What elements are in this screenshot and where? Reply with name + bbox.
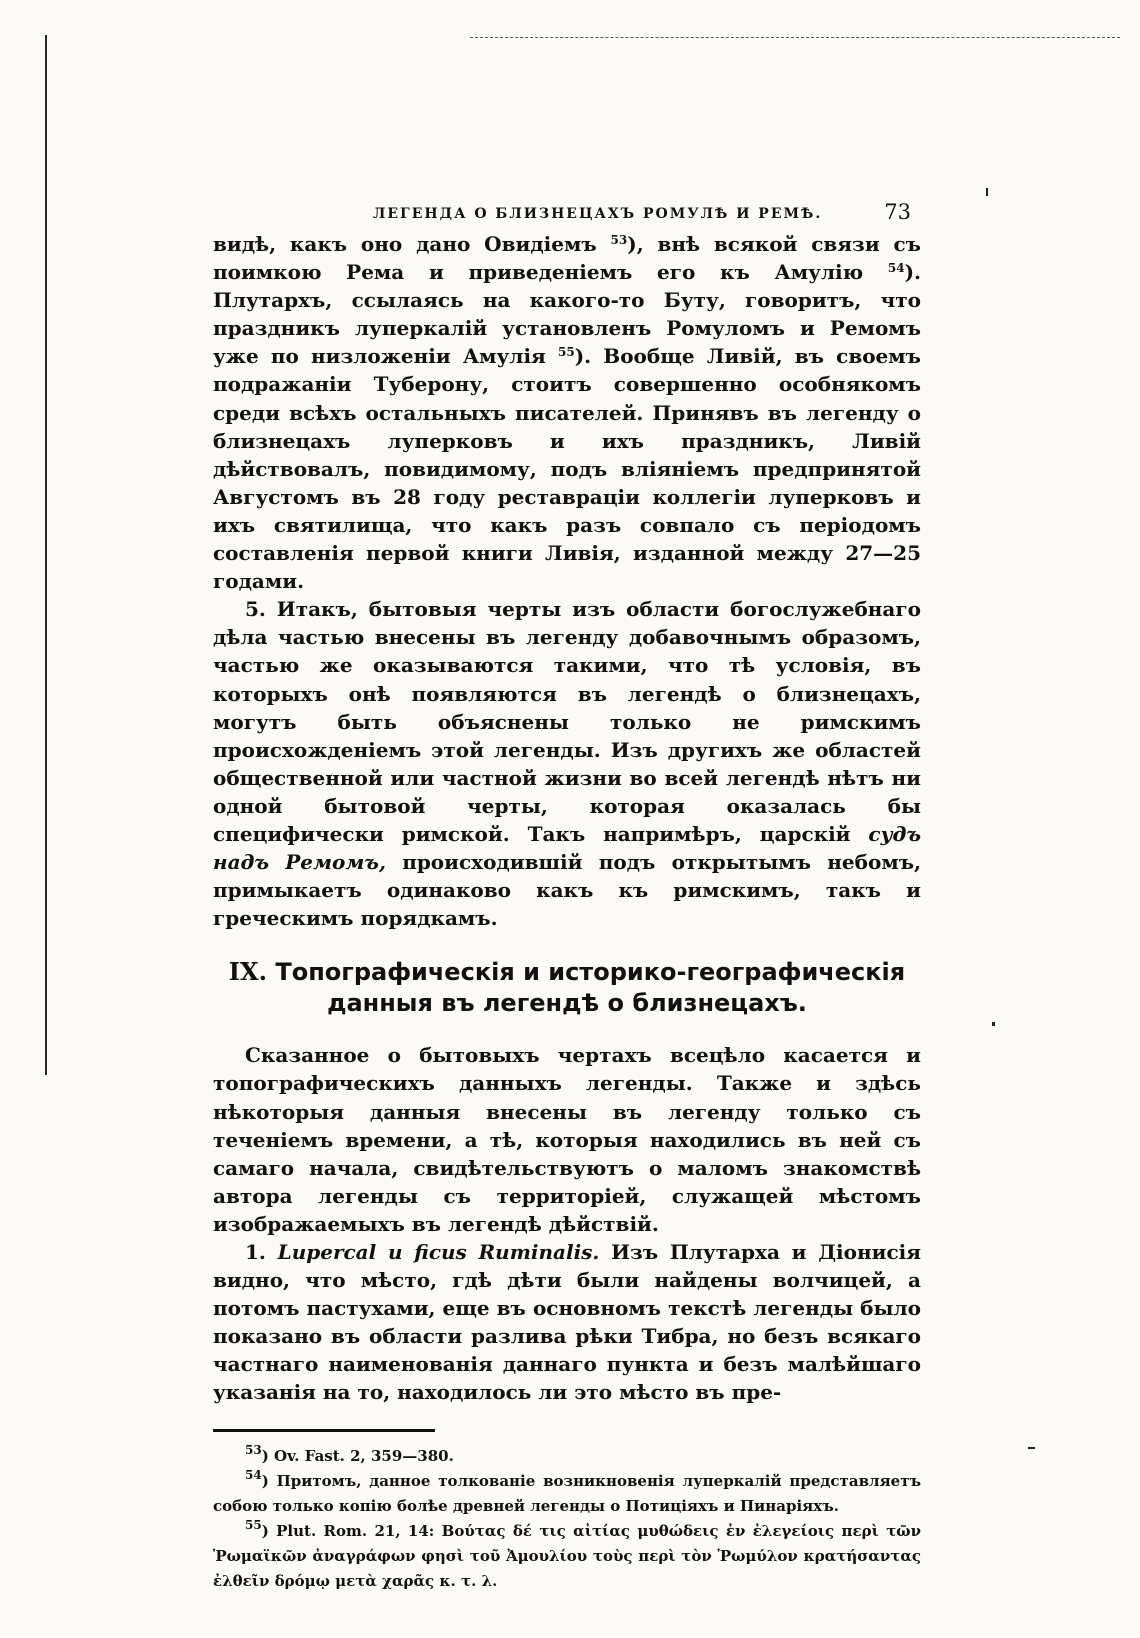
italic-text: судъ надъ Ремомъ, [213,821,921,875]
footnote-text: ) Притомъ, данное толкованіе возникновенія луперкалій представляетъ собою только копію болѣе древней легенды о Потиціяхъ и Пинаріяхъ. [213,1471,921,1515]
scan-edge-left [45,35,47,1075]
section-heading [213,956,921,1019]
footnote-number: 53 [245,1442,262,1457]
text-run: ). Плутархъ, ссылаясь на какого-то Буту, говоритъ, что праздникъ луперкалій установленъ Ромуломъ и Ремомъ уже по низложеніи Амулія [213,260,921,369]
scan-mark [1028,1447,1035,1449]
footnote-text: ) Ov. Fast. 2, 359—380. [261,1446,454,1465]
text-run: Сказанное о бытовыхъ чертахъ всецѣло касается и топографическихъ данныхъ легенды. Также и здѣсь нѣкоторыя данныя внесены въ легенду только съ теченіемъ времени, а тѣ, которыя находились въ ней съ самаго начала, свидѣтельствуютъ о маломъ знакомствѣ автора легенды съ территоріей, служащей мѣстомъ изображаемыхъ въ легендѣ дѣйствій. [213,1043,921,1236]
running-head [213,198,921,230]
footnote [213,1469,921,1519]
scan-mark [986,188,988,196]
footnote-number: 55 [245,1517,262,1532]
paragraph [213,230,921,595]
text-run: 5. Итакъ, бытовыя черты изъ области богослужебнаго дѣла частью внесены въ легенду добавочнымъ образомъ, частью же оказываются такими, что тѣ условія, въ которыхъ онѣ появляются въ легендѣ о близнецахъ, могутъ быть объяснены только не римскимъ происхожденіемъ этой легенды. Изъ другихъ же областей общественной или частной жизни во всей легендѣ нѣтъ ни одной бытовой черты, которая оказалась бы специфически римской. Такъ напримѣръ, царскій [213,597,921,846]
footnote-ref: 53 [610,233,628,247]
text-run: Изъ Плутарха и Діонисія видно, что мѣсто, гдѣ дѣти были найдены волчицей, а потомъ пастухами, еще въ основномъ текстѣ легенды было показано въ области разлива рѣки Тибра, но безъ всякаго частнаго наименованія даннаго пункта и безъ малѣйшаго указанія на то, находилось ли это мѣсто въ пре- [213,1240,921,1405]
footnote-text: ) Plut. Rom. 21, 14: Βούτας δέ τις αἰτίας μυθώδεις ἐν ἐλεγείοις περὶ τῶν Ῥωμαϊκῶν ἀναγράφων φησὶ τοῦ Ἀμουλίου τοὺς περὶ τὸν Ῥωμύλον κρατήσαντας ἐλθεῖν δρόμῳ μετὰ χαρᾶς κ. τ. λ. [213,1521,921,1590]
scan-edge-top [470,37,1120,39]
footnote [213,1519,921,1594]
text-run: ), внѣ всякой связи съ поимкою Рема и приведеніемъ его къ Амулію [213,232,922,285]
footnote-ref: 54 [887,261,905,276]
section-number: IX. [228,957,267,987]
body-text [213,230,921,1407]
page-number: 73 [884,200,911,224]
section-title: Топографическія и историко-географическія данныя въ легендѣ о близнецахъ. [275,958,906,1018]
footnote-ref: 55 [558,345,575,360]
footnote-number: 54 [245,1467,262,1482]
paragraphs-after [213,1041,921,1406]
text-run: 1. [245,1240,278,1264]
running-title: ЛЕГЕНДА О БЛИЗНЕЦАХЪ РОМУЛѢ И РЕМѢ. [373,206,823,222]
book-page [213,198,921,1594]
paragraph [213,1041,921,1238]
scan-mark [992,1022,995,1026]
footnote [213,1444,921,1469]
text-run: ). Вообще Ливій, въ своемъ подражаніи Туберону, стоитъ совершенно особнякомъ среди всѣхъ остальныхъ писателей. Принявъ въ легенду о близнецахъ луперковъ и ихъ праздникъ, Ливій дѣйствовалъ, повидимому, подъ вліяніемъ предпринятой Августомъ въ 28 году реставраціи коллегіи луперковъ и ихъ святилища, что какъ разъ совпало съ періодомъ составленія первой книги Ливія, изданной между 27—25 годами. [213,344,921,594]
footnotes [213,1444,921,1594]
text-run: видѣ, какъ оно дано Овидіемъ [213,232,611,256]
italic-text: Lupercal и ficus Ruminalis. [277,1240,600,1264]
paragraph [213,595,921,932]
paragraph [213,1238,921,1407]
paragraphs-before [213,230,921,932]
text-run: происходившій подъ открытымъ небомъ, примыкаетъ одинаково какъ къ римскимъ, такъ и греческимъ порядкамъ. [213,850,921,931]
footnote-rule [213,1429,435,1432]
